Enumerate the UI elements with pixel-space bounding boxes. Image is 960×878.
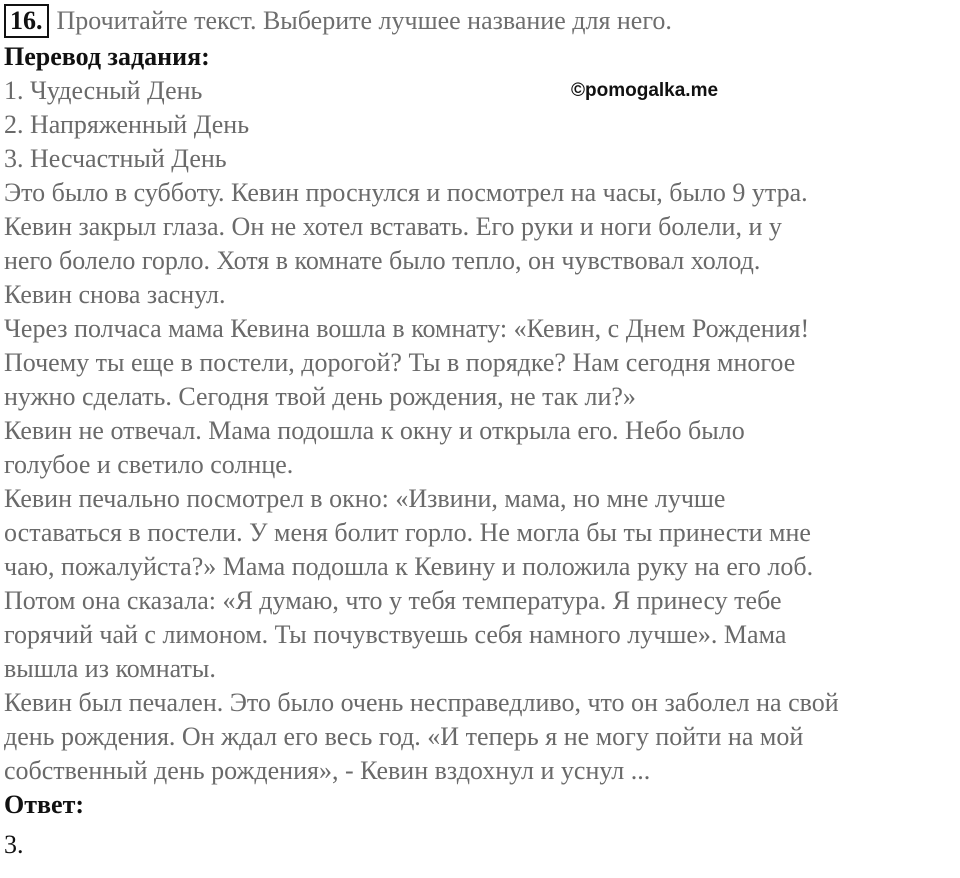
story-line: голубое и светило солнце. — [4, 450, 294, 479]
story-line: день рождения. Он ждал его весь год. «И теперь я не могу пойти на мой — [4, 722, 804, 751]
story-text — [4, 176, 960, 788]
watermark-text: ©pomogalka.me — [571, 80, 719, 101]
option-item: 3. Несчастный День — [4, 144, 227, 173]
translation-label: Перевод задания: — [4, 42, 210, 71]
options-list — [4, 74, 960, 176]
story-line: собственный день рождения», - Кевин вздохнул и уснул ... — [4, 756, 651, 785]
story-line: Это было в субботу. Кевин проснулся и посмотрел на часы, было 9 утра. — [4, 178, 808, 207]
answer-value: 3. — [4, 830, 24, 859]
story-line: нужно сделать. Сегодня твой день рождения, не так ли?» — [4, 382, 636, 411]
story-line: Кевин печально посмотрел в окно: «Извини, мама, но мне лучше — [4, 484, 726, 513]
task-number-box: 16. — [4, 4, 49, 38]
story-line: оставаться в постели. У меня болит горло. Не могла бы ты принести мне — [4, 518, 811, 547]
option-item: 2. Напряженный День — [4, 110, 250, 139]
task-instruction: Прочитайте текст. Выберите лучшее название для него. — [56, 6, 672, 35]
story-line: Кевин закрыл глаза. Он не хотел вставать. Его руки и ноги болели, и у — [4, 212, 782, 241]
story-line: Кевин не отвечал. Мама подошла к окну и открыла его. Небо было — [4, 416, 745, 445]
story-line: него болело горло. Хотя в комнате было тепло, он чувствовал холод. — [4, 246, 761, 275]
story-line: Кевин снова заснул. — [4, 280, 226, 309]
story-line: горячий чай с лимоном. Ты почувствуешь себя намного лучше». Мама — [4, 620, 787, 649]
story-line: Кевин был печален. Это было очень несправедливо, что он заболел на свой — [4, 688, 839, 717]
story-line: вышла из комнаты. — [4, 654, 216, 683]
task-header — [4, 2, 960, 40]
story-line: чаю, пожалуйста?» Мама подошла к Кевину и положила руку на его лоб. — [4, 552, 814, 581]
story-line: Почему ты еще в постели, дорогой? Ты в порядке? Нам сегодня многое — [4, 348, 796, 377]
document-page — [4, 0, 960, 862]
story-line: Потом она сказала: «Я думаю, что у тебя температура. Я принесу тебе — [4, 586, 782, 615]
story-line: Через полчаса мама Кевина вошла в комнату: «Кевин, с Днем Рождения! — [4, 314, 810, 343]
option-item: 1. Чудесный День — [4, 76, 203, 105]
answer-label: Ответ: — [4, 790, 85, 819]
